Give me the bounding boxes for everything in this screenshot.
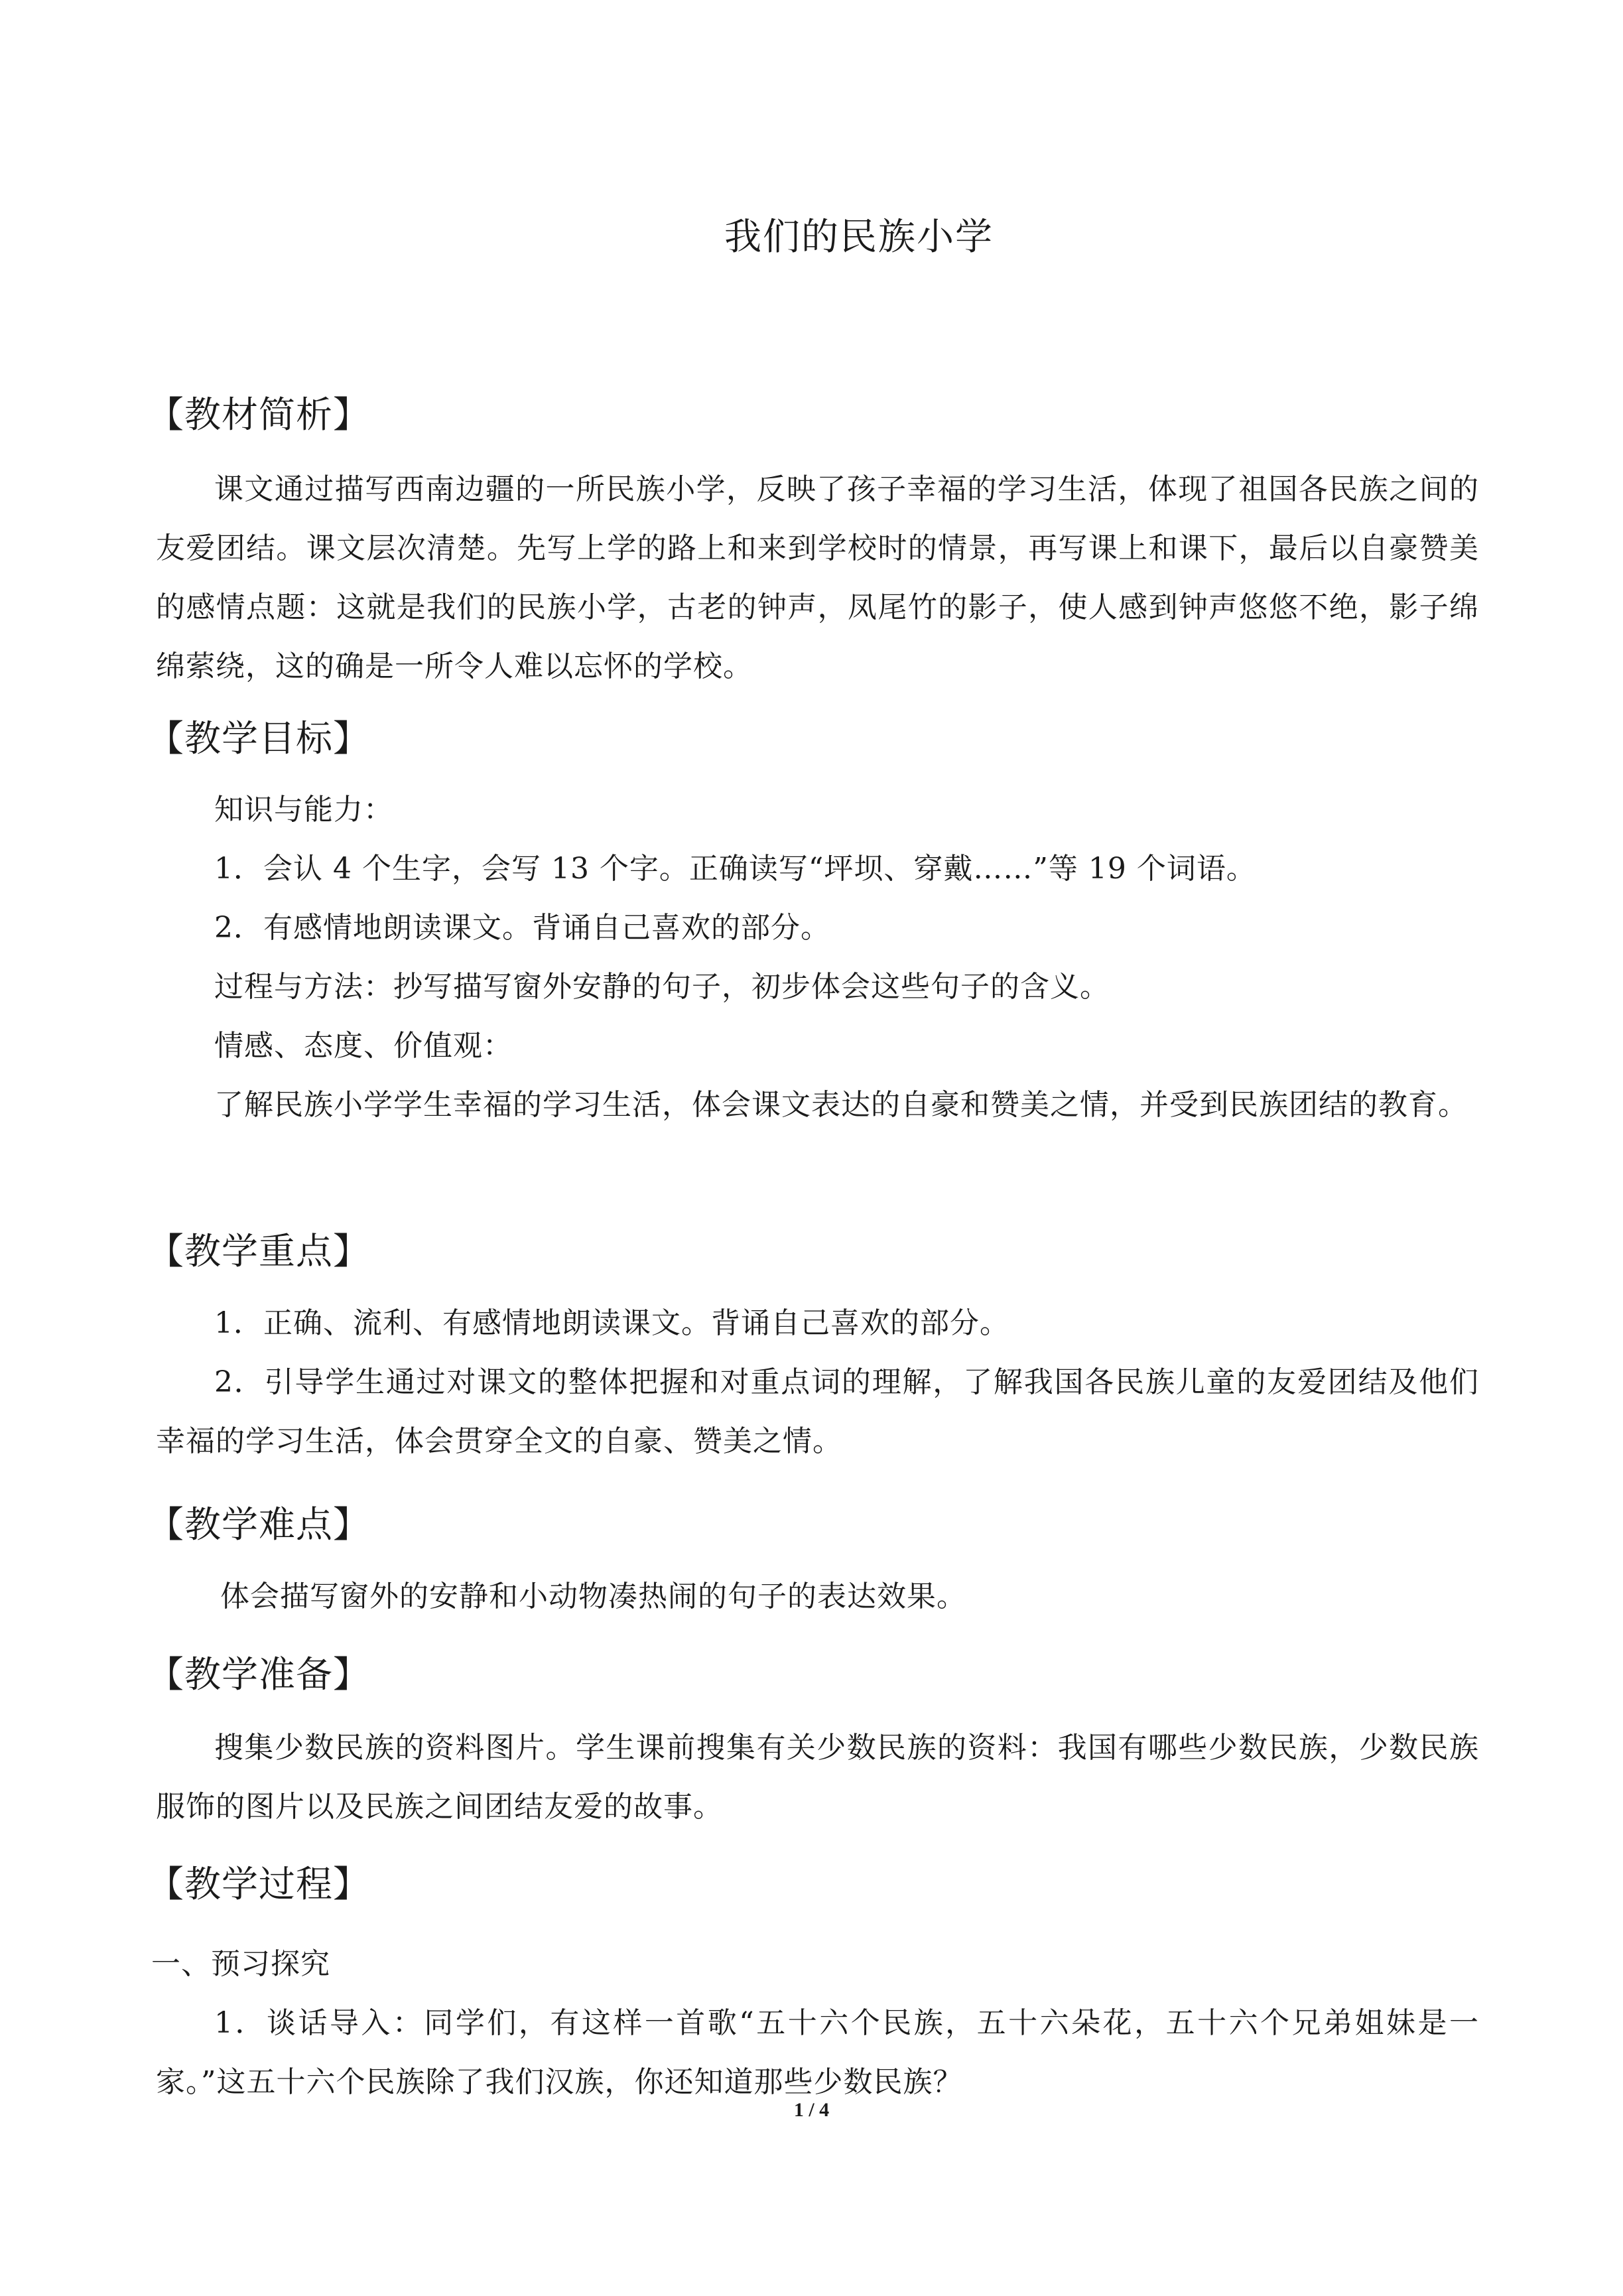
preparation-body: 搜集少数民族的资料图片。学生课前搜集有关少数民族的资料：我国有哪些少数民族，少数民族服饰的图片以及民族之间团结友爱的故事。 [156, 1731, 1479, 1824]
goals-emotion-label: 情感、态度、价值观： [214, 1029, 513, 1063]
goals-process: 过程与方法：抄写描写窗外安静的句子，初步体会这些句子的含义。 [214, 970, 1110, 1004]
heading-key-points: 【教学重点】 [147, 1230, 371, 1272]
analysis-paragraph: 课文通过描写西南边疆的一所民族小学，反映了孩子幸福的学习生活，体现了祖国各民族之间的友爱团结。课文层次清楚。先写上学的路上和来到学校时的情景，再写课上和课下，最后以自豪赞美的感情点题：这就是我们的民族小学，古老的钟声，凤尾竹的影子，使人感到钟声悠悠不绝，影子绵绵萦绕，这的确是一所令人难以忘怀的学校。 [156, 472, 1479, 683]
key-point-1: 1．正确、流利、有感情地朗读课文。背诵自己喜欢的部分。 [214, 1306, 1009, 1340]
goals-item-2: 2．有感情地朗读课文。背诵自己喜欢的部分。 [214, 911, 830, 945]
goals-knowledge-label: 知识与能力： [214, 793, 393, 827]
page-title: 我们的民族小学 [724, 216, 994, 259]
page-number: 1 / 4 [793, 2099, 830, 2121]
heading-difficulties: 【教学难点】 [147, 1503, 371, 1546]
heading-preparation: 【教学准备】 [147, 1653, 371, 1696]
goals-emotion-body: 了解民族小学学生幸福的学习生活，体会课文表达的自豪和赞美之情，并受到民族团结的教育。 [214, 1088, 1468, 1122]
key-point-2: 2．引导学生通过对课文的整体把握和对重点词的理解，了解我国各民族儿童的友爱团结及他们幸福的学习生活，体会贯穿全文的自豪、赞美之情。 [156, 1365, 1479, 1458]
process-part1-title: 一、预习探究 [151, 1947, 330, 1981]
heading-analysis: 【教材简析】 [147, 393, 371, 436]
process-step-1: 1．谈话导入：同学们，有这样一首歌“五十六个民族，五十六朵花，五十六个兄弟姐妹是一家。”这五十六个民族除了我们汉族，你还知道那些少数民族？ [156, 2006, 1479, 2099]
heading-goals: 【教学目标】 [147, 717, 371, 760]
difficulties-body: 体会描写窗外的安静和小动物凑热闹的句子的表达效果。 [220, 1580, 966, 1613]
heading-process: 【教学过程】 [147, 1863, 371, 1905]
goals-item-1: 1．会认 4 个生字，会写 13 个字。正确读写“坪坝、穿戴……”等 19 个词语。 [214, 852, 1256, 886]
